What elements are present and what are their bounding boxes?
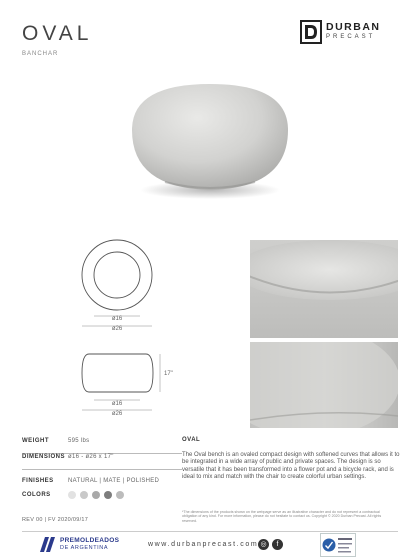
- top-view-outer-circle: [82, 240, 152, 310]
- facebook-icon[interactable]: f: [272, 539, 283, 550]
- footer-divider: [22, 531, 398, 532]
- partner-name: PREMOLDEADOS: [60, 537, 120, 544]
- premoldeados-logo-icon: [38, 537, 56, 552]
- spec-row-finishes: [22, 478, 182, 490]
- disclaimer-text: *The dimensions of the products shown on the webpage serve as an illustrative character and do not represent a contractual obligation of any kind. For more information, please do not hesitate to contact us. Copyright © 2020 Durban Precast. All rights reserved.: [182, 510, 382, 523]
- spec-value: NATURAL | MATE | POLISHED: [68, 478, 160, 484]
- website-link[interactable]: www.durbanprecast.com: [148, 541, 259, 548]
- partner-subtitle: DE ARGENTINA: [60, 545, 109, 551]
- top-view-inner-circle: [94, 252, 140, 298]
- brand-subtitle: PRECAST: [326, 34, 376, 40]
- top-inner-dim: ø16: [111, 316, 123, 322]
- description-title: OVAL: [182, 437, 201, 443]
- durban-precast-logo: [300, 20, 400, 48]
- color-swatch: [68, 491, 76, 499]
- revision-label: REV 00 | FV 2020/09/17: [22, 517, 89, 523]
- color-swatch: [116, 491, 124, 499]
- side-height-dim: 17": [164, 371, 173, 377]
- spec-row-colors: [22, 492, 182, 504]
- spec-value: 595 lbs: [68, 438, 90, 444]
- detail-photo-bottom: [250, 342, 398, 428]
- top-outer-dim: ø26: [111, 326, 123, 332]
- product-hero-image: [110, 70, 310, 205]
- spec-label: DIMENSIONS: [22, 454, 66, 460]
- side-view-outline: [82, 354, 153, 392]
- description-body: The Oval bench is an ovaled compact design with softened curves that allows it to be integrated in a wide array of public and private spaces. The design is so versatile that it has been transformed into a flower pot and a bicycle rack, and is ideal to mix and match with the chair to create colorful urban settings.: [182, 452, 400, 481]
- color-swatch: [104, 491, 112, 499]
- spec-row-dimensions: [22, 454, 182, 466]
- instagram-icon[interactable]: ◎: [258, 539, 269, 550]
- technical-drawings: [60, 232, 200, 432]
- detail-photo-top: [250, 240, 398, 338]
- premoldeados-logo: [38, 536, 148, 554]
- page-subtitle: BANCHAR: [22, 51, 59, 57]
- spec-value: ø16 - ø26 x 17": [68, 454, 114, 460]
- side-inner-dim: ø16: [111, 401, 123, 407]
- side-outer-dim: ø26: [111, 411, 123, 417]
- iso-certification-badge: [320, 533, 356, 557]
- spec-label: COLORS: [22, 492, 51, 498]
- spec-row-weight: [22, 438, 182, 450]
- brand-name: DURBAN: [326, 21, 381, 33]
- durban-logo-icon: [300, 20, 322, 44]
- color-swatch: [80, 491, 88, 499]
- page-title: OVAL: [22, 22, 93, 45]
- spec-label: FINISHES: [22, 478, 54, 484]
- spec-label: WEIGHT: [22, 438, 49, 444]
- color-swatch: [92, 491, 100, 499]
